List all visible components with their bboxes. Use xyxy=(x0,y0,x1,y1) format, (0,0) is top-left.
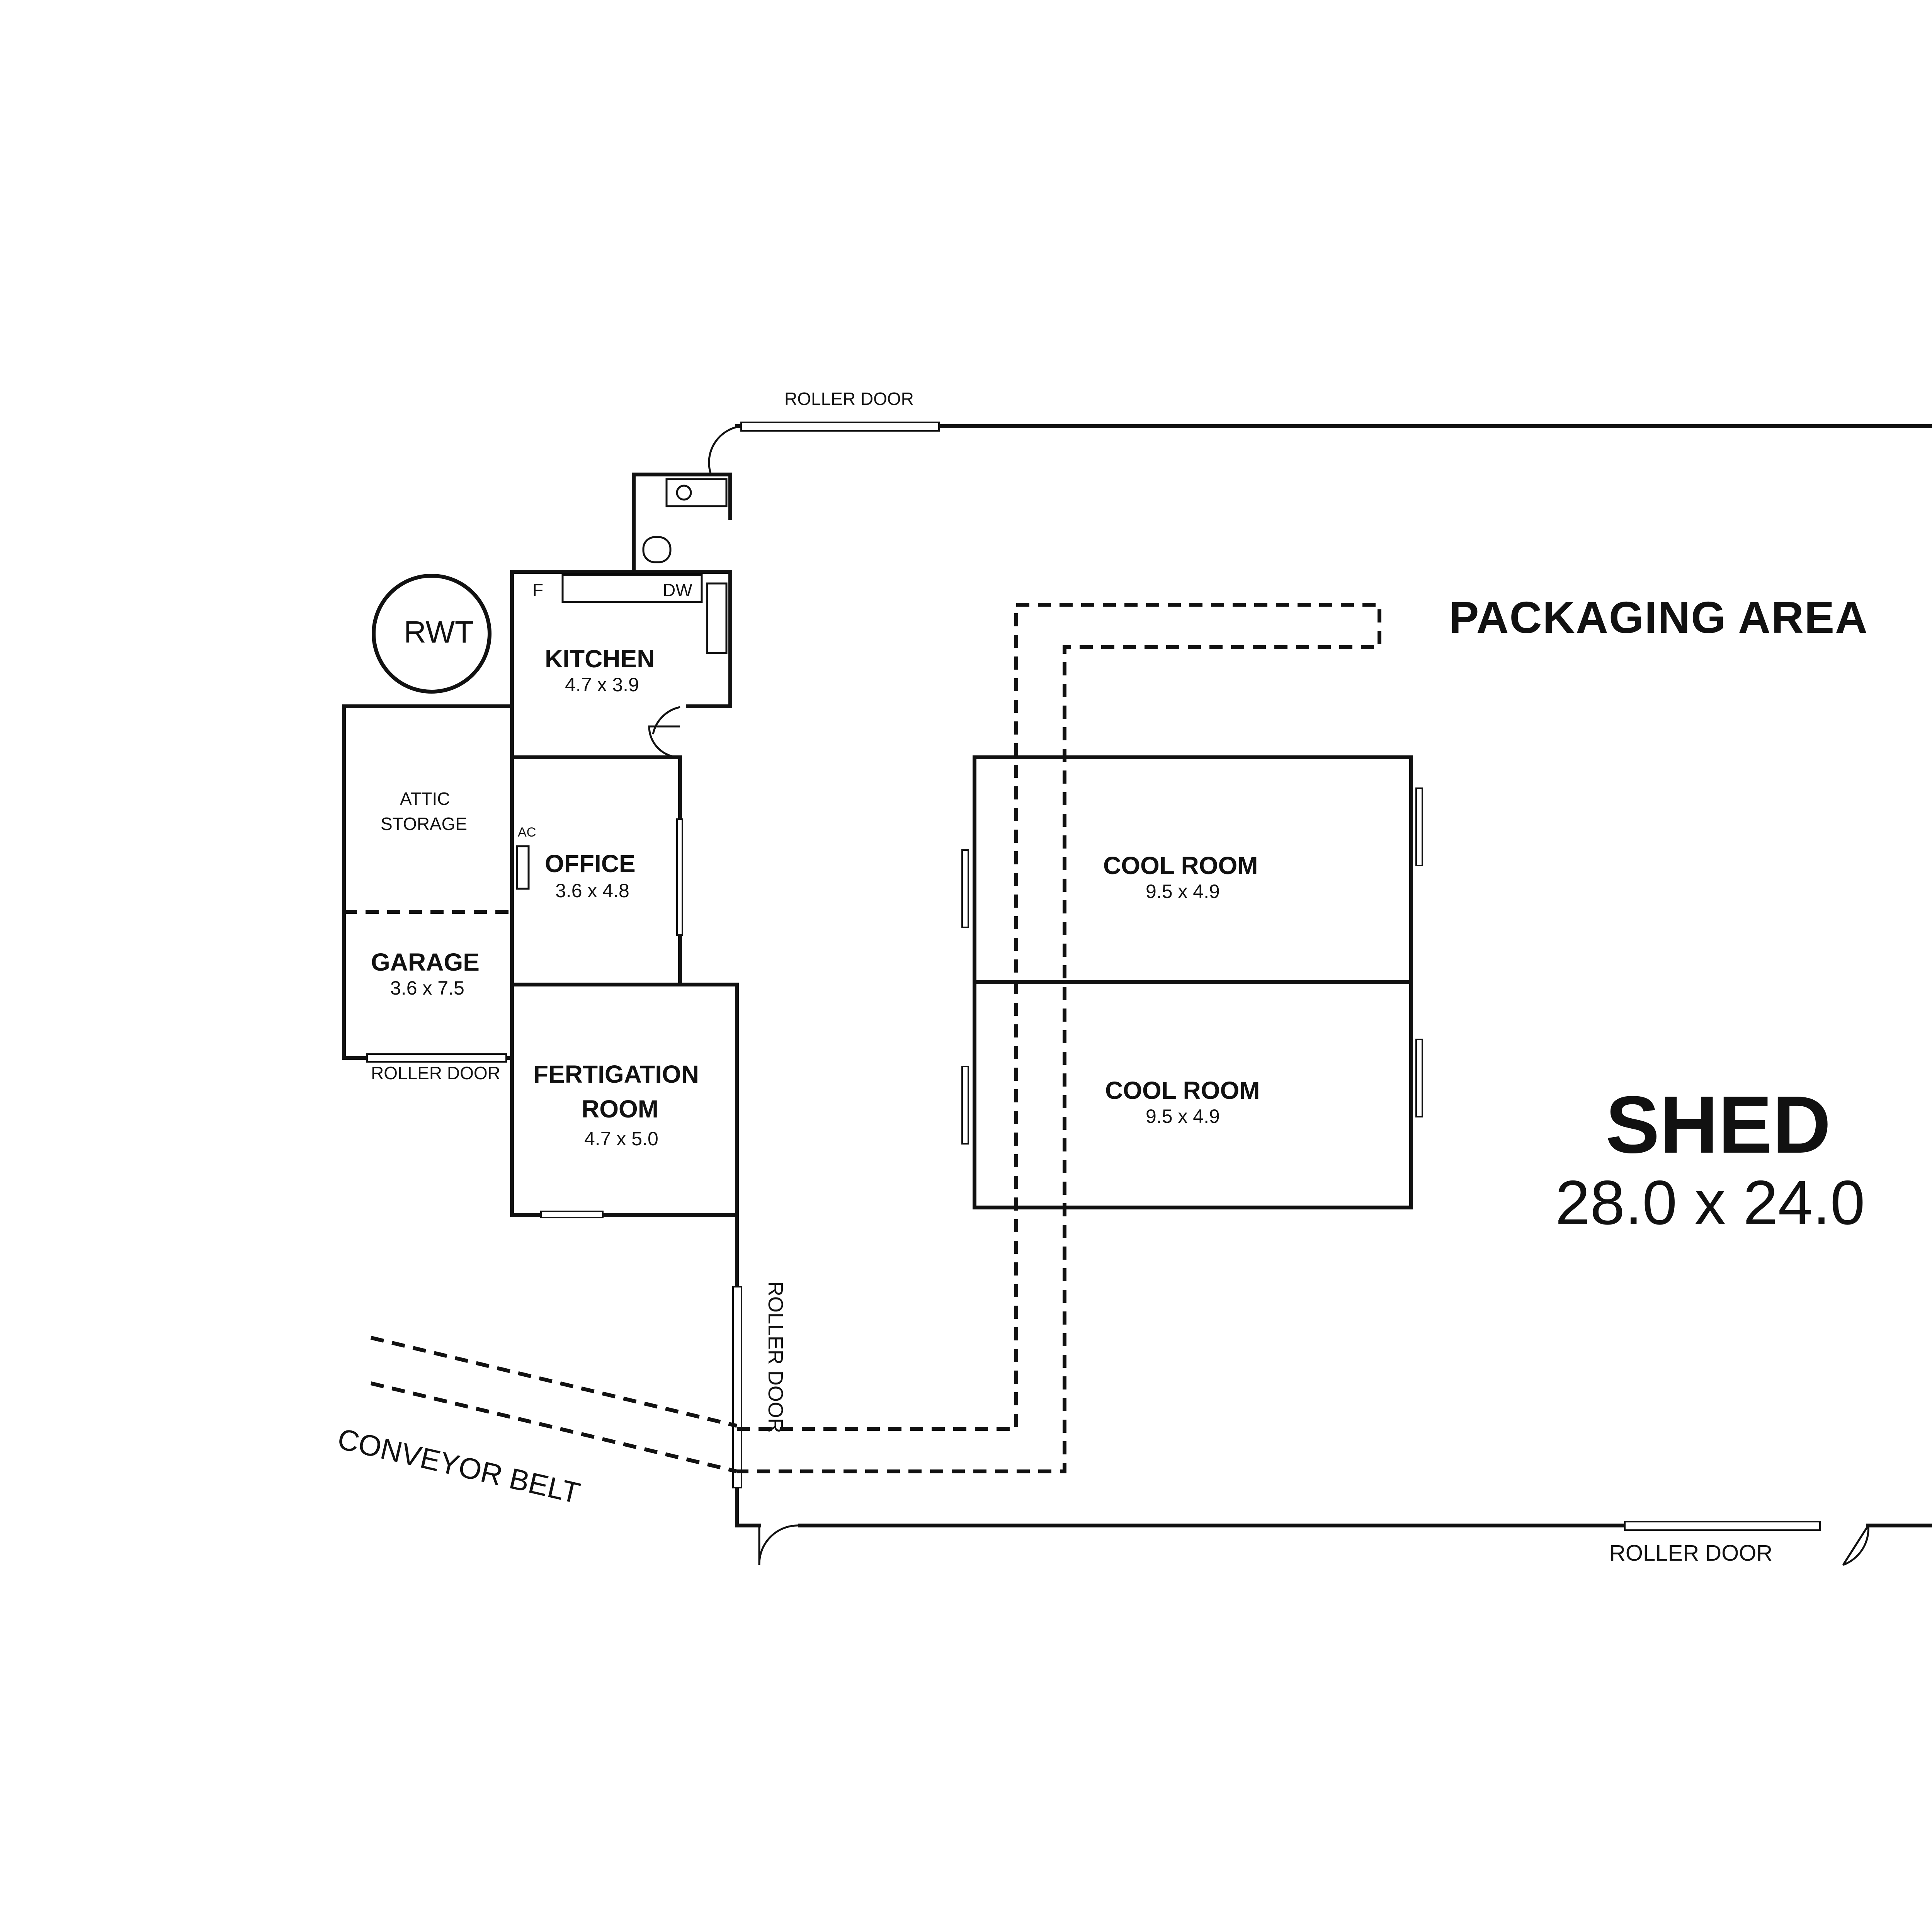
cool-room-2-label: COOL ROOM xyxy=(1105,1077,1260,1104)
door-swing xyxy=(1843,1526,1868,1565)
roller-door-bottom-label: ROLLER DOOR xyxy=(1609,1541,1773,1566)
kitchen-wall xyxy=(512,572,683,985)
conveyor-belt-label: CONVEYOR BELT xyxy=(334,1422,583,1510)
office-dimensions: 3.6 x 4.8 xyxy=(555,880,629,901)
roller-door-side xyxy=(733,1287,742,1488)
vanity xyxy=(667,479,726,506)
office-window xyxy=(677,819,682,935)
cool-room-1-label: COOL ROOM xyxy=(1103,852,1258,879)
cool-room-1-dimensions: 9.5 x 4.9 xyxy=(1146,881,1220,902)
rwt-small-label: RWT xyxy=(404,615,474,649)
roller-door-garage xyxy=(367,1054,506,1062)
shed-wall xyxy=(737,426,1932,1526)
door-swing xyxy=(653,707,680,734)
garage-wall xyxy=(344,706,367,1058)
shed-dimensions: 28.0 x 24.0 xyxy=(1555,1168,1865,1238)
fertigation-label-1: FERTIGATION xyxy=(533,1060,699,1088)
packaging-area-label: PACKAGING AREA xyxy=(1449,592,1868,643)
kitchen-dimensions: 4.7 x 3.9 xyxy=(565,674,639,696)
fridge-label: F xyxy=(532,580,544,600)
fertigation-dimensions: 4.7 x 5.0 xyxy=(584,1128,658,1150)
toilet xyxy=(643,537,670,562)
roller-door-garage-label: ROLLER DOOR xyxy=(371,1063,500,1083)
fertigation-wall xyxy=(683,985,737,1051)
conveyor-path xyxy=(737,605,1379,1471)
sink xyxy=(707,583,726,653)
cool-room-door xyxy=(1416,788,1422,866)
roller-door-top xyxy=(741,422,939,431)
cool-room-door xyxy=(962,850,968,927)
sliding-door xyxy=(541,1211,603,1218)
roller-door-top-label: ROLLER DOOR xyxy=(784,389,914,409)
cool-room-door xyxy=(1416,1039,1422,1117)
cool-room-door xyxy=(962,1066,968,1144)
basin xyxy=(677,486,691,500)
roller-door-side-label: ROLLER DOOR xyxy=(764,1281,787,1433)
garage-label: GARAGE xyxy=(371,948,480,976)
attic-label-2: STORAGE xyxy=(381,814,468,834)
toilet-wall xyxy=(634,474,730,572)
shed-label: SHED xyxy=(1605,1079,1831,1170)
door-swing xyxy=(759,1526,800,1565)
attic-label-1: ATTIC xyxy=(400,789,450,809)
door-swing xyxy=(709,426,741,474)
conveyor-belt-line xyxy=(371,1338,737,1426)
ac-unit xyxy=(517,846,529,889)
fertigation-label-2: ROOM xyxy=(582,1095,659,1123)
dishwasher-label: DW xyxy=(663,580,692,600)
cool-room-2-dimensions: 9.5 x 4.9 xyxy=(1146,1105,1220,1127)
kitchen-label: KITCHEN xyxy=(545,645,655,673)
roller-door-bottom xyxy=(1625,1522,1820,1530)
garage-dimensions: 3.6 x 7.5 xyxy=(390,977,464,999)
office-label: OFFICE xyxy=(545,850,636,878)
ac-label: AC xyxy=(518,825,536,840)
